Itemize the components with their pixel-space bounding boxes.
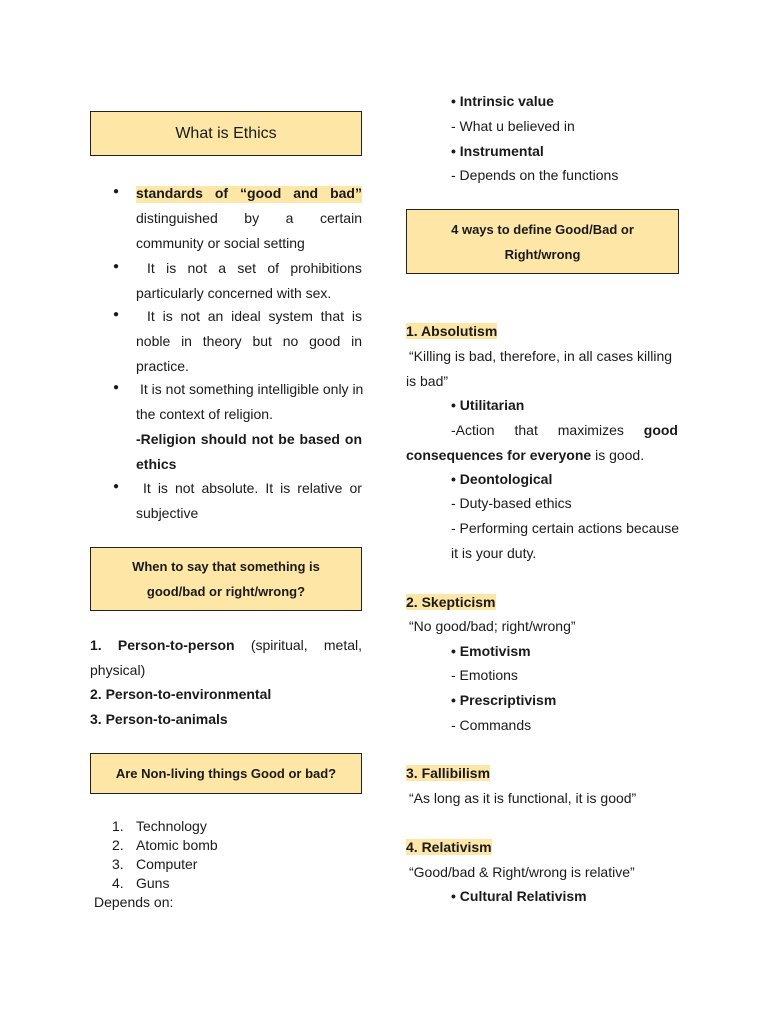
word: should bbox=[200, 431, 247, 447]
word: or bbox=[349, 480, 362, 496]
word: “good bbox=[240, 185, 282, 201]
section-title: 3. Fallibilism bbox=[406, 765, 491, 781]
list-label: Atomic bomb bbox=[136, 837, 218, 853]
word: theory bbox=[202, 333, 242, 349]
list-item bbox=[112, 875, 169, 891]
word: good bbox=[309, 333, 341, 349]
deontological-desc-2: - Performing certain actions because bbox=[451, 520, 679, 536]
instrumental-desc: - Depends on the functions bbox=[451, 167, 619, 183]
word: but bbox=[252, 333, 272, 349]
section-title: 1. Absolutism bbox=[406, 323, 498, 339]
word: on bbox=[344, 431, 362, 447]
word: a bbox=[218, 260, 227, 276]
prescriptivism-desc: - Commands bbox=[451, 717, 532, 733]
bullet-5-line-1 bbox=[143, 480, 362, 496]
word: It bbox=[147, 260, 155, 276]
bullet-4-line-4: ethics bbox=[136, 456, 177, 472]
list-number: 2. bbox=[112, 837, 124, 853]
deontological-desc-1: - Duty-based ethics bbox=[451, 495, 572, 511]
utilitarian-line-1 bbox=[451, 422, 678, 438]
skepticism-title bbox=[406, 594, 496, 610]
heading-box-non-living bbox=[90, 753, 362, 794]
heading-box-what-is-ethics bbox=[90, 111, 362, 156]
bullet-1-line-3: community or social setting bbox=[136, 235, 305, 251]
word: a bbox=[285, 210, 294, 226]
deontological: • Deontological bbox=[451, 471, 553, 487]
word: distinguished bbox=[136, 210, 218, 226]
bullet-4-line-1: It is not something intelligible only in bbox=[140, 381, 364, 397]
list-number: 1. bbox=[112, 818, 124, 834]
bullet-dot: ● bbox=[113, 261, 120, 272]
fallibilism-title bbox=[406, 765, 490, 781]
word: in bbox=[181, 333, 192, 349]
word: not bbox=[174, 480, 195, 496]
absolutism-title bbox=[406, 323, 497, 339]
bullet-dot: ● bbox=[113, 382, 120, 393]
section-title: 4. Relativism bbox=[406, 839, 492, 855]
person-line-1 bbox=[90, 637, 362, 653]
list-label: Computer bbox=[136, 856, 198, 872]
word: is bbox=[166, 260, 177, 276]
word: by bbox=[244, 210, 260, 226]
word: is bbox=[157, 480, 168, 496]
word: metal, bbox=[323, 637, 362, 653]
heading-box-when-to-say bbox=[90, 547, 362, 611]
heading-what-is-ethics: What is Ethics bbox=[175, 124, 277, 142]
word: Person-to-person bbox=[117, 637, 235, 653]
depends-on: Depends on: bbox=[94, 894, 174, 910]
emotivism-desc: - Emotions bbox=[451, 667, 518, 683]
bullet-dot: ● bbox=[113, 481, 120, 492]
heading-line: When to say that something is bbox=[132, 559, 320, 574]
list-number: 4. bbox=[112, 875, 124, 891]
word: no bbox=[282, 333, 299, 349]
bullet-2-line-2: particularly concerned with sex. bbox=[136, 285, 332, 301]
word: of bbox=[214, 185, 229, 201]
deontological-desc-3: it is your duty. bbox=[451, 545, 537, 561]
bullet-4-line-2: the context of religion. bbox=[136, 406, 273, 422]
word: of bbox=[267, 260, 280, 276]
cultural-relativism: • Cultural Relativism bbox=[451, 888, 587, 904]
word: It bbox=[265, 480, 274, 496]
relativism-title bbox=[406, 839, 492, 855]
bullet-4-line-3 bbox=[136, 431, 362, 447]
heading-box-4-ways bbox=[406, 209, 679, 274]
word: in bbox=[351, 333, 362, 349]
word: 1. bbox=[90, 637, 102, 653]
word: system bbox=[268, 308, 313, 324]
bullet-5-line-2: subjective bbox=[136, 505, 199, 521]
word: good bbox=[643, 422, 678, 438]
text: is good. bbox=[591, 447, 645, 463]
instrumental: • Instrumental bbox=[451, 143, 544, 159]
word: It bbox=[147, 308, 155, 324]
word: be bbox=[278, 431, 295, 447]
list-item bbox=[112, 837, 218, 853]
word: absolute. bbox=[201, 480, 259, 496]
word: relative bbox=[297, 480, 343, 496]
word: It bbox=[143, 480, 151, 496]
bullet-2-line-1 bbox=[147, 260, 362, 276]
list-number: 3. bbox=[112, 856, 124, 872]
person-line-3: 3. Person-to-animals bbox=[90, 711, 228, 727]
word: (spiritual, bbox=[250, 637, 308, 653]
word: not bbox=[187, 260, 207, 276]
word: an bbox=[207, 308, 224, 324]
bullet-1-line-2 bbox=[136, 210, 362, 226]
intrinsic-value: • Intrinsic value bbox=[451, 93, 554, 109]
word: and bbox=[293, 185, 319, 201]
absolutism-quote-2: is bad” bbox=[406, 373, 449, 389]
section-title: 2. Skepticism bbox=[406, 594, 496, 610]
intrinsic-desc: - What u believed in bbox=[451, 118, 575, 134]
skepticism-quote: “No good/bad; right/wrong” bbox=[409, 618, 576, 634]
word: ideal bbox=[231, 308, 261, 324]
word: that bbox=[320, 308, 345, 324]
relativism-quote: “Good/bad & Right/wrong is relative” bbox=[409, 864, 635, 880]
word: set bbox=[237, 260, 257, 276]
heading-line: good/bad or right/wrong? bbox=[146, 584, 306, 599]
heading-line: 4 ways to define Good/Bad or bbox=[451, 221, 634, 237]
word: is bbox=[162, 308, 173, 324]
list-item bbox=[112, 856, 197, 872]
word: not bbox=[180, 308, 200, 324]
heading-line: Right/wrong bbox=[504, 246, 581, 262]
person-line-1b: physical) bbox=[90, 662, 146, 678]
word: bad” bbox=[330, 185, 362, 201]
word: -Religion bbox=[136, 431, 196, 447]
bullet-1-line-1 bbox=[136, 185, 362, 201]
list-item bbox=[112, 818, 207, 834]
bullet-3-line-2 bbox=[136, 333, 362, 349]
person-line-2: 2. Person-to-environmental bbox=[90, 686, 272, 702]
utilitarian-line-2 bbox=[406, 447, 644, 463]
word: prohibitions bbox=[290, 260, 362, 276]
word: is bbox=[351, 308, 362, 324]
word: standards bbox=[136, 185, 203, 201]
emphasis: consequences for everyone bbox=[406, 447, 592, 463]
prescriptivism: • Prescriptivism bbox=[451, 692, 557, 708]
emotivism: • Emotivism bbox=[451, 643, 531, 659]
bullet-3-line-1 bbox=[147, 308, 362, 324]
list-label: Guns bbox=[136, 875, 170, 891]
utilitarian: • Utilitarian bbox=[451, 397, 525, 413]
word: certain bbox=[319, 210, 362, 226]
bullet-dot: ● bbox=[113, 309, 120, 320]
word: noble bbox=[136, 333, 171, 349]
word: is bbox=[280, 480, 291, 496]
word: -Action bbox=[451, 422, 495, 438]
word: based bbox=[299, 431, 340, 447]
bullet-3-line-3: practice. bbox=[136, 358, 189, 374]
fallibilism-quote: “As long as it is functional, it is good” bbox=[409, 790, 637, 806]
word: maximizes bbox=[557, 422, 624, 438]
heading-non-living: Are Non-living things Good or bad? bbox=[115, 766, 337, 781]
absolutism-quote-1: “Killing is bad, therefore, in all cases killing bbox=[409, 348, 673, 364]
word: not bbox=[251, 431, 274, 447]
bullet-dot: ● bbox=[113, 186, 120, 197]
word: that bbox=[514, 422, 538, 438]
list-label: Technology bbox=[136, 818, 207, 834]
